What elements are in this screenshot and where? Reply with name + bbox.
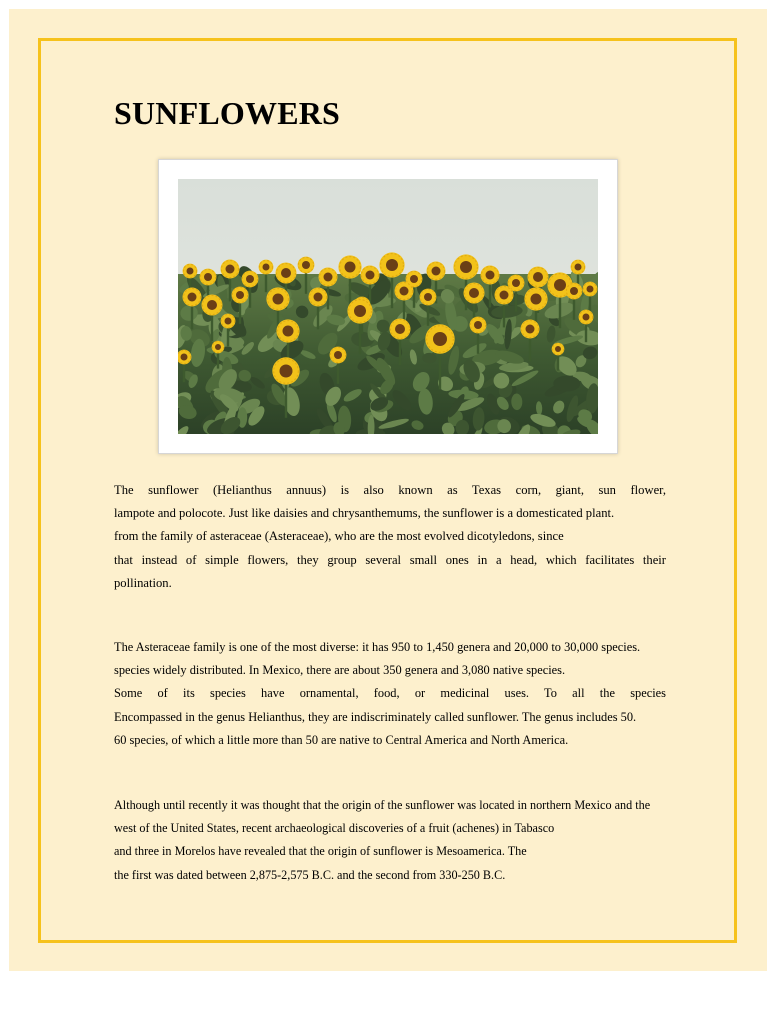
paragraph-line: lampote and polocote. Just like daisies and chrysanthemums, the sunflower is a domesticated plant. (114, 506, 615, 521)
paragraph-line: west of the United States, recent archaeological discoveries of a fruit (achenes) in Tabasco (114, 821, 555, 836)
paragraph-1 (114, 479, 666, 595)
paragraph-3 (114, 794, 666, 887)
page-title: SUNFLOWERS (114, 95, 341, 131)
paragraph-2 (114, 636, 666, 752)
paragraph-line: and three in Morelos have revealed that the origin of sunflower is Mesoamerica. The (114, 844, 527, 859)
paragraph-line: from the family of asteraceae (Asteraceae), who are the most evolved dicotyledons, since (114, 529, 564, 544)
paragraph-line: Although until recently it was thought that the origin of the sunflower was located in northern Mexico and the (114, 798, 651, 812)
paragraph-line: Encompassed in the genus Helianthus, they are indiscriminately called sunflower. The genus includes 50. (114, 709, 637, 724)
paragraph-line: 60 species, of which a little more than 50 are native to Central America and North America. (114, 732, 569, 747)
paragraph-line: The sunflower (Helianthus annuus) is also known as Texas corn, giant, sun flower, (114, 483, 666, 497)
photo-frame (158, 159, 618, 454)
paragraph-line: that instead of simple flowers, they group several small ones in a head, which facilitates their (114, 552, 666, 567)
paragraph-line: species widely distributed. In Mexico, there are about 350 genera and 3,080 native species. (114, 663, 566, 678)
paragraph-line: The Asteraceae family is one of the most diverse: it has 950 to 1,450 genera and 20,000 to 30,000 species. (114, 640, 641, 654)
document-page (9, 9, 767, 971)
paragraph-line: the first was dated between 2,875-2,575 B.C. and the second from 330-250 B.C. (114, 867, 506, 882)
paragraph-line: Some of its species have ornamental, food, or medicinal uses. To all the species (114, 686, 666, 701)
paragraph-line: pollination. (114, 575, 172, 590)
sunflower-field-image (178, 179, 598, 434)
